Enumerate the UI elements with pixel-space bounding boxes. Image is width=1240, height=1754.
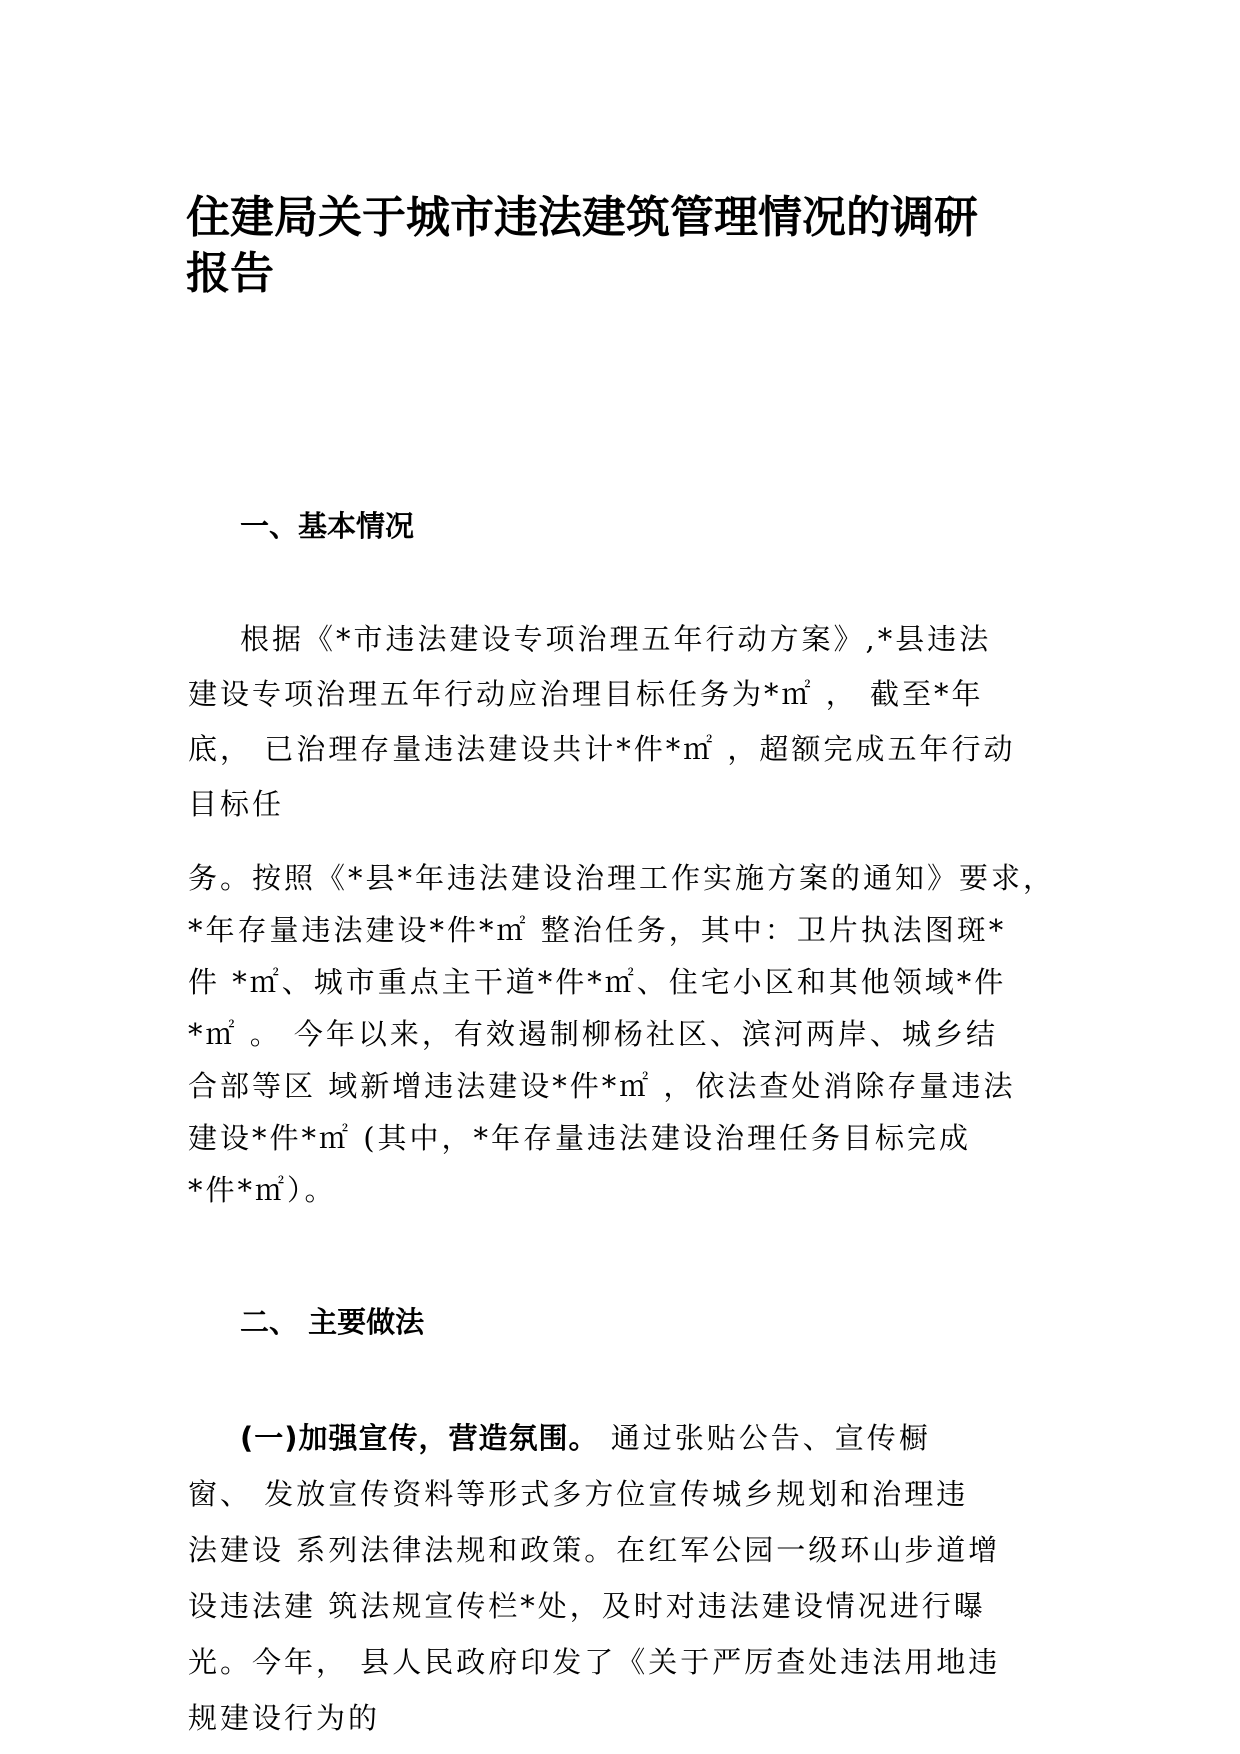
paragraph-line: 建设*件*㎡ (其中，*年存量违法建设治理任务目标完成 <box>188 1121 972 1155</box>
paragraph-line: 务。按照《*县*年违法建设治理工作实施方案的通知》要求， <box>188 861 1056 895</box>
paragraph-line: *年存量违法建设*件*㎡ 整治任务，其中：卫片执法图斑* <box>188 913 1007 947</box>
paragraph-line-rest: 通过张贴公告、宣传橱 <box>598 1421 931 1455</box>
paragraph-line: 规建设行为的 <box>188 1701 381 1735</box>
title-line: 住建局关于城市违法建筑管理情况的调研 <box>186 192 978 243</box>
paragraph-line: *㎡ 。 今年以来，有效遏制柳杨社区、滨河两岸、城乡结 <box>188 1017 998 1051</box>
paragraph-line <box>188 1410 1068 1466</box>
document-title <box>186 190 1066 302</box>
paragraph-publicity <box>188 1410 1068 1746</box>
paragraph-line: 目标任 <box>188 787 285 821</box>
paragraph-line: 窗、 发放宣传资料等形式多方位宣传城乡规划和治理违 <box>188 1477 969 1511</box>
title-line: 报告 <box>186 248 274 299</box>
subsection-lead: (一)加强宣传，营造氛围。 <box>240 1421 599 1455</box>
paragraph-basic-situation-2 <box>188 852 1068 1216</box>
section-heading-basic-situation: 一、基本情况 <box>240 509 415 543</box>
paragraph-basic-situation-1 <box>188 612 1068 832</box>
paragraph-line: 光。今年， 县人民政府印发了《关于严厉查处违法用地违 <box>188 1645 1001 1679</box>
paragraph-line: 建设专项治理五年行动应治理目标任务为*㎡ ， 截至*年 <box>188 677 984 711</box>
paragraph-line: 件 *㎡、城市重点主干道*件*㎡、住宅小区和其他领域*件 <box>188 965 1007 999</box>
paragraph-line: 法建设 系列法律法规和政策。在红军公园一级环山步道增 <box>188 1533 1001 1567</box>
paragraph-line: 根据《*市违法建设专项治理五年行动方案》,*县违法 <box>240 622 992 656</box>
paragraph-line: 合部等区 域新增违法建设*件*㎡ ，依法查处消除存量违法 <box>188 1069 1016 1103</box>
paragraph-line: 底， 已治理存量违法建设共计*件*㎡ ，超额完成五年行动 <box>188 732 1016 766</box>
paragraph-line: 设违法建 筑法规宣传栏*处，及时对违法建设情况进行曝 <box>188 1589 986 1623</box>
paragraph-line: *件*㎡）。 <box>188 1173 337 1207</box>
section-heading-main-practices: 二、 主要做法 <box>240 1305 425 1339</box>
